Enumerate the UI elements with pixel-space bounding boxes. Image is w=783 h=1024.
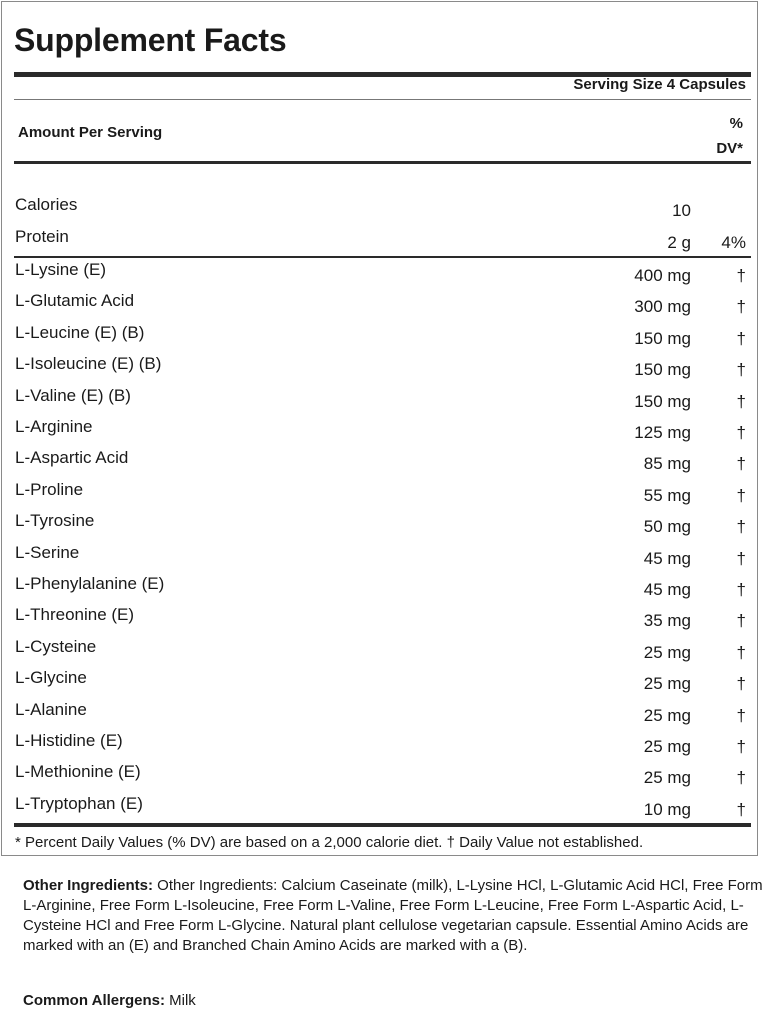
- nutrient-row: [2, 291, 759, 322]
- nutrient-daily-value: †: [736, 328, 746, 348]
- nutrient-amount: 400 mg: [634, 266, 691, 285]
- footnote: * Percent Daily Values (% DV) are based on a 2,000 calorie diet. † Daily Value not established.: [15, 834, 644, 851]
- nutrient-daily-value: †: [736, 266, 746, 285]
- nutrient-daily-value: †: [736, 548, 746, 568]
- dv-header-line2: DV*: [716, 140, 743, 157]
- nutrient-amount: 35 mg: [643, 611, 691, 631]
- nutrient-daily-value: †: [736, 360, 746, 380]
- nutrient-name: L-Isoleucine (E) (B): [15, 354, 162, 374]
- nutrient-row: [2, 668, 759, 699]
- nutrient-name: L-Lysine (E): [15, 260, 107, 279]
- nutrient-name: L-Serine: [15, 542, 80, 562]
- nutrient-row: [2, 386, 759, 417]
- nutrient-daily-value: †: [736, 454, 746, 474]
- nutrient-amount: 150 mg: [634, 391, 691, 411]
- nutrient-name: L-Threonine (E): [15, 605, 135, 625]
- nutrient-daily-value: †: [736, 737, 746, 756]
- nutrient-name: Protein: [15, 227, 69, 246]
- nutrient-amount: 150 mg: [634, 360, 691, 380]
- nutrient-amount: 25 mg: [643, 705, 691, 725]
- supplement-facts-panel: [1, 1, 758, 856]
- nutrient-name: L-Glycine: [15, 668, 87, 688]
- nutrient-daily-value: †: [736, 611, 746, 631]
- nutrient-row: [2, 354, 759, 385]
- serving-size: Serving Size 4 Capsules: [573, 76, 746, 93]
- nutrient-row: [2, 417, 759, 448]
- nutrient-row: [2, 605, 759, 636]
- nutrient-daily-value: †: [736, 580, 746, 599]
- nutrient-daily-value: †: [736, 674, 746, 694]
- nutrient-name: L-Aspartic Acid: [15, 448, 129, 468]
- bottom-rule: [14, 823, 751, 827]
- nutrient-name: L-Methionine (E): [15, 762, 141, 782]
- nutrient-name: L-Histidine (E): [15, 731, 123, 750]
- nutrient-amount: 25 mg: [643, 674, 691, 694]
- nutrient-amount: 25 mg: [643, 768, 691, 788]
- nutrient-name: L-Glutamic Acid: [15, 291, 135, 311]
- panel-title: Supplement Facts: [14, 22, 287, 58]
- nutrient-name: L-Arginine: [15, 417, 93, 436]
- nutrient-daily-value: †: [736, 768, 746, 788]
- nutrient-amount: 2 g: [667, 233, 691, 252]
- nutrient-daily-value: †: [736, 485, 746, 505]
- nutrient-daily-value: †: [736, 517, 746, 537]
- nutrient-row: [2, 323, 759, 354]
- nutrient-name: L-Leucine (E) (B): [15, 322, 145, 342]
- nutrient-amount: 25 mg: [643, 642, 691, 662]
- nutrient-row: [2, 762, 759, 793]
- nutrient-row: [2, 574, 759, 605]
- nutrient-daily-value: †: [736, 297, 746, 317]
- nutrient-daily-value: †: [736, 391, 746, 411]
- nutrient-name: L-Valine (E) (B): [15, 385, 131, 405]
- nutrient-row: [2, 195, 759, 226]
- nutrient-amount: 10: [672, 201, 691, 220]
- dv-header-line1: %: [729, 115, 743, 132]
- nutrient-row: [2, 448, 759, 479]
- other-ingredients-text: Other Ingredients: Calcium Caseinate (milk), L-Lysine HCl, L-Glutamic Acid HCl, Free Form L-Arginine, Free Form L-Isoleucine, Free Form L-Valine, Free Form L-Leucine, Free Form L-Aspartic Acid, L-Cysteine HCl and Free Form L-Glycine. Natural plant cellulose vegetarian capsule. Essential Amino Acids are marked with an (E) and Branched Chain Amino Acids are marked with a (B).: [23, 877, 763, 954]
- nutrient-daily-value: †: [736, 705, 746, 725]
- nutrient-daily-value: 4%: [721, 233, 746, 252]
- nutrient-amount: 85 mg: [643, 454, 691, 474]
- nutrient-row: [2, 511, 759, 542]
- nutrient-amount: 45 mg: [643, 548, 691, 568]
- nutrient-name: L-Phenylalanine (E): [15, 574, 165, 593]
- daily-value-header: [716, 111, 743, 161]
- header-rule: [14, 161, 751, 164]
- nutrient-name: L-Proline: [15, 479, 84, 499]
- nutrient-amount: 25 mg: [643, 737, 691, 756]
- common-allergens: [23, 992, 196, 1009]
- nutrient-daily-value: †: [736, 642, 746, 662]
- nutrient-row: [2, 637, 759, 668]
- nutrient-amount: 125 mg: [634, 423, 691, 442]
- nutrient-amount: 150 mg: [634, 328, 691, 348]
- other-ingredients: [23, 876, 763, 956]
- nutrient-amount: 50 mg: [643, 517, 691, 537]
- serving-rule: [14, 99, 751, 100]
- nutrient-name: L-Cysteine: [15, 636, 97, 656]
- other-ingredients-label: Other Ingredients:: [23, 877, 154, 894]
- nutrient-amount: 300 mg: [634, 297, 691, 317]
- nutrient-daily-value: †: [736, 799, 746, 819]
- nutrient-row: [2, 794, 759, 825]
- nutrient-daily-value: †: [736, 423, 746, 442]
- amount-per-serving-label: Amount Per Serving: [18, 124, 163, 141]
- nutrient-name: L-Tyrosine: [15, 511, 95, 531]
- nutrient-row: [2, 260, 759, 291]
- protein-rule: [14, 256, 751, 258]
- allergens-text: Milk: [164, 992, 196, 1009]
- nutrient-amount: 10 mg: [643, 799, 691, 819]
- allergens-label: Common Allergens:: [23, 992, 165, 1009]
- nutrient-row: [2, 543, 759, 574]
- nutrient-name: L-Tryptophan (E): [15, 793, 143, 813]
- nutrient-row: [2, 227, 759, 258]
- nutrient-row: [2, 731, 759, 762]
- nutrient-row: [2, 700, 759, 731]
- nutrient-amount: 55 mg: [643, 485, 691, 505]
- nutrient-name: L-Alanine: [15, 699, 87, 719]
- nutrient-name: Calories: [15, 195, 78, 214]
- nutrient-row: [2, 480, 759, 511]
- nutrient-amount: 45 mg: [643, 580, 691, 599]
